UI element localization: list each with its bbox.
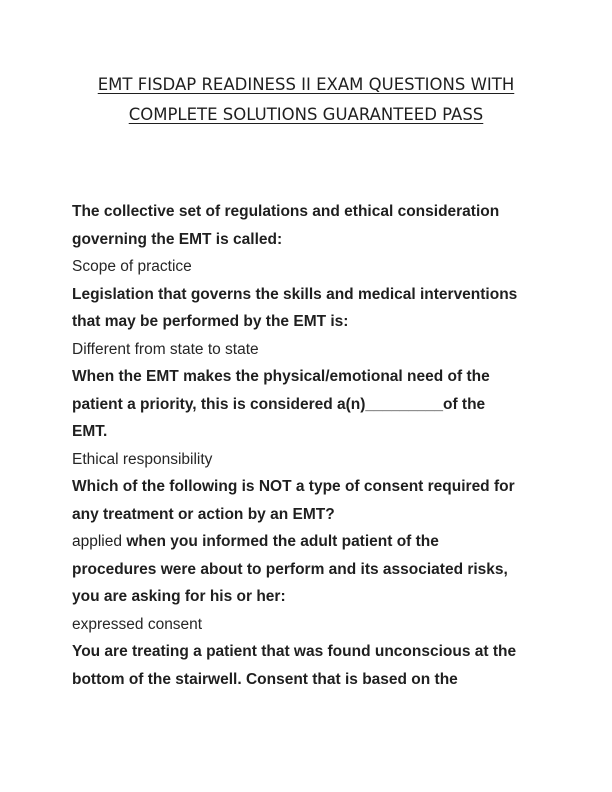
answer-text: Different from state to state <box>72 340 259 358</box>
qa-list <box>72 198 546 693</box>
question-text: governing the EMT is called: <box>72 230 283 248</box>
question-text: that may be performed by the EMT is: <box>72 313 349 330</box>
question-text: Legislation that governs the skills and medical interventions <box>72 285 518 303</box>
document-title <box>0 70 612 130</box>
question-text: When the EMT makes the physical/emotional need of the <box>72 368 490 385</box>
question-text: you are asking for his or her: <box>72 588 286 605</box>
question-text: when you informed the adult patient of the <box>126 533 439 550</box>
question-text: The collective set of regulations and ethical consideration <box>72 203 500 220</box>
question-text: You are treating a patient that was found unconscious at the <box>72 643 517 660</box>
question-text: EMT. <box>72 423 108 440</box>
question-text: bottom of the stairwell. Consent that is based on the <box>72 670 458 688</box>
answer-text: expressed consent <box>72 615 203 633</box>
question-text: procedures were about to perform and its associated risks, <box>72 560 508 578</box>
answer-text: Scope of practice <box>72 258 192 275</box>
question-text: Which of the following is NOT a type of consent required for <box>72 478 515 495</box>
answer-question-line <box>72 528 546 556</box>
title-line: EMT FISDAP READINESS II EXAM QUESTIONS WITH <box>97 75 515 94</box>
question-text: any treatment or action by an EMT? <box>72 505 335 523</box>
title-line: COMPLETE SOLUTIONS GUARANTEED PASS <box>128 105 484 124</box>
answer-text: Ethical responsibility <box>72 450 213 468</box>
answer-text: applied <box>72 533 122 550</box>
question-text: patient a priority, this is considered a(n)_________of the <box>72 395 486 413</box>
